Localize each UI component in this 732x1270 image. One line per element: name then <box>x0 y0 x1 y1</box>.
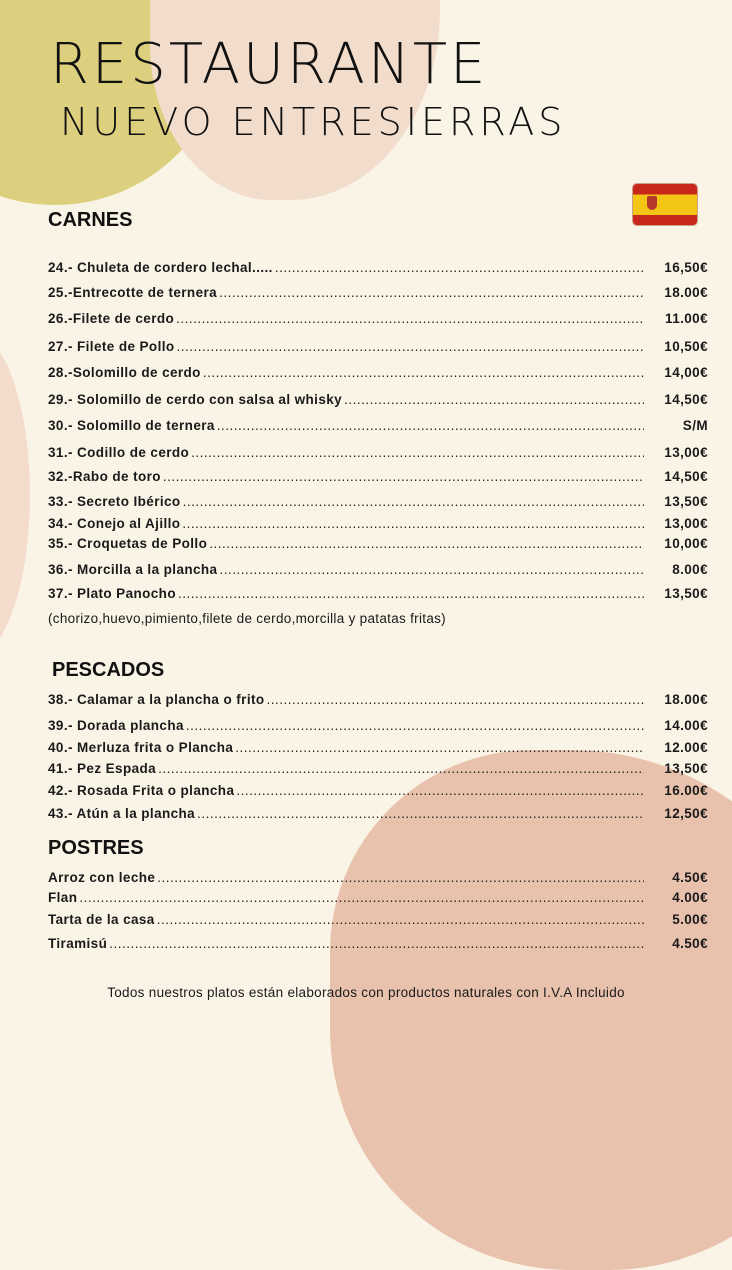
menu-item: 31.- Codillo de cerdo ..... 13,00€ <box>48 445 708 465</box>
menu-item: Tiramisú ..... 4.50€ <box>48 936 708 956</box>
menu-item: Arroz con leche ..... 4.50€ <box>48 870 708 890</box>
menu-item: 27.- Filete de Pollo ..... 10,50€ <box>48 339 708 359</box>
decorative-pink-blob-bottom <box>330 750 732 1270</box>
restaurant-subtitle: NUEVO ENTRESIERRAS <box>60 100 567 144</box>
section-title-carnes: CARNES <box>48 209 133 231</box>
menu-item: Tarta de la casa ..... 5.00€ <box>48 912 708 932</box>
menu-item: 24.- Chuleta de cordero lechal..... ..... 16,50€ <box>48 260 708 280</box>
menu-item: 33.- Secreto Ibérico ..... 13,50€ <box>48 494 708 514</box>
plato-panocho-note: (chorizo,huevo,pimiento,filete de cerdo,morcilla y patatas fritas) <box>48 611 446 626</box>
footer-note: Todos nuestros platos están elaborados con productos naturales con I.V.A Incluido <box>107 985 625 1000</box>
menu-item: 28.-Solomillo de cerdo ..... 14,00€ <box>48 365 708 385</box>
spain-flag-icon[interactable] <box>633 184 697 225</box>
menu-item: 43.- Atún a la plancha ..... 12,50€ <box>48 806 708 826</box>
section-title-pescados: PESCADOS <box>52 659 165 681</box>
menu-item: 36.- Morcilla a la plancha ..... 8.00€ <box>48 562 708 582</box>
menu-item: 37.- Plato Panocho ..... 13,50€ <box>48 586 708 606</box>
menu-item: 29.- Solomillo de cerdo con salsa al whisky ..... 14,50€ <box>48 392 708 412</box>
menu-item: 32.-Rabo de toro ..... 14,50€ <box>48 469 708 489</box>
menu-item: 25.-Entrecotte de ternera ..... 18.00€ <box>48 285 708 305</box>
menu-item: 34.- Conejo al Ajillo ..... 13,00€ <box>48 516 708 536</box>
menu-item: 40.- Merluza frita o Plancha ..... 12.00€ <box>48 740 708 760</box>
menu-item: 41.- Pez Espada ..... 13,50€ <box>48 761 708 781</box>
menu-item: 26.-Filete de cerdo ..... 11.00€ <box>48 311 708 331</box>
decorative-pink-blob-left <box>0 330 30 660</box>
restaurant-title: RESTAURANTE <box>50 32 489 97</box>
menu-item: Flan ..... 4.00€ <box>48 890 708 910</box>
menu-item: 30.- Solomillo de ternera ..... S/M <box>48 418 708 438</box>
menu-item: 35.- Croquetas de Pollo ..... 10,00€ <box>48 536 708 556</box>
menu-item: 39.- Dorada plancha ..... 14.00€ <box>48 718 708 738</box>
menu-item: 42.- Rosada Frita o plancha ..... 16.00€ <box>48 783 708 803</box>
menu-item: 38.- Calamar a la plancha o frito ..... 18.00€ <box>48 692 708 712</box>
section-title-postres: POSTRES <box>48 837 144 859</box>
